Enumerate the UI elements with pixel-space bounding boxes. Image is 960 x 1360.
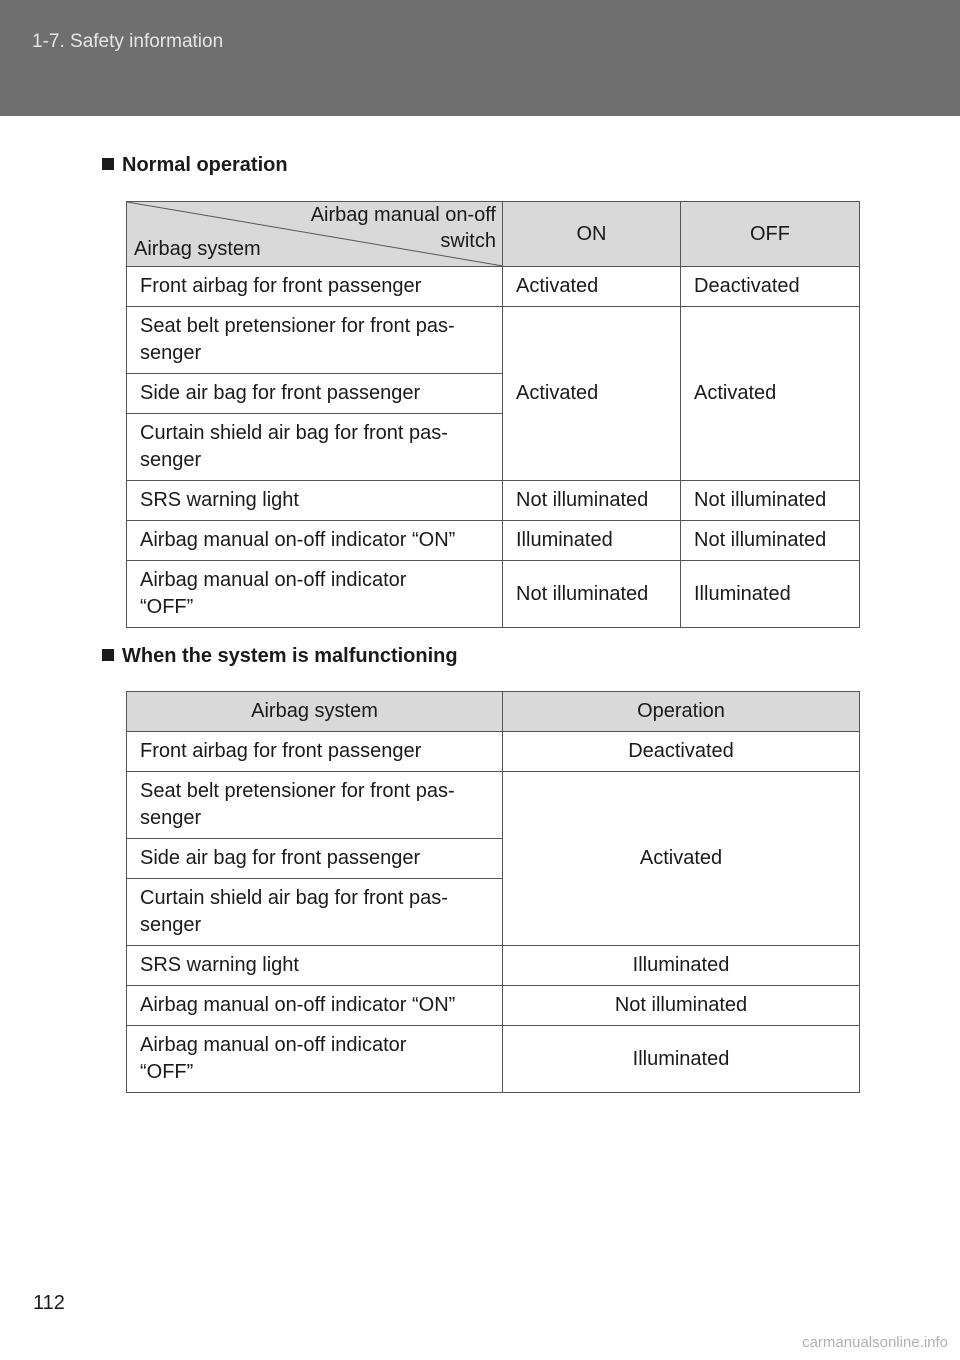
operation-value: Illuminated <box>503 946 860 986</box>
row-label: Front airbag for front passenger <box>127 732 503 772</box>
merged-operation-value: Activated <box>503 772 860 946</box>
normal-operation-heading-text: Normal operation <box>122 154 288 176</box>
on-value: Not illuminated <box>503 481 681 521</box>
page-number: 112 <box>33 1292 65 1314</box>
malfunction-heading <box>102 645 458 668</box>
merged-off-value: Activated <box>681 307 860 481</box>
row-label: Front airbag for front passenger <box>127 267 503 307</box>
row-label: SRS warning light <box>127 481 503 521</box>
row-label: Curtain shield air bag for front pas- senger <box>127 414 503 481</box>
on-value: Not illuminated <box>503 561 681 628</box>
row-label: Side air bag for front passenger <box>127 374 503 414</box>
operation-value: Illuminated <box>503 1026 860 1093</box>
off-value: Illuminated <box>681 561 860 628</box>
normal-operation-heading <box>102 154 288 177</box>
off-column-header: OFF <box>681 202 860 267</box>
normal-operation-table <box>126 201 860 628</box>
table-row <box>127 521 860 561</box>
table-row <box>127 946 860 986</box>
operation-value: Not illuminated <box>503 986 860 1026</box>
off-value: Not illuminated <box>681 481 860 521</box>
table-row <box>127 1026 860 1093</box>
row-label: SRS warning light <box>127 946 503 986</box>
row-label: Seat belt pretensioner for front pas- senger <box>127 307 503 374</box>
table-row <box>127 481 860 521</box>
row-label: Airbag manual on-off indicator “ON” <box>127 986 503 1026</box>
on-value: Activated <box>503 267 681 307</box>
merged-on-value: Activated <box>503 307 681 481</box>
operation-value: Deactivated <box>503 732 860 772</box>
operation-column-header: Operation <box>503 692 860 732</box>
table-row <box>127 307 860 374</box>
off-value: Deactivated <box>681 267 860 307</box>
section-title: 1-7. Safety information <box>32 31 224 52</box>
table-header-row <box>127 692 860 732</box>
row-label: Side air bag for front passenger <box>127 839 503 879</box>
table-row <box>127 986 860 1026</box>
airbag-system-row-label: Airbag system <box>134 238 261 260</box>
row-label: Curtain shield air bag for front pas- senger <box>127 879 503 946</box>
on-value: Illuminated <box>503 521 681 561</box>
row-label: Airbag manual on-off indicator “OFF” <box>127 1026 503 1093</box>
page-header <box>0 0 960 116</box>
off-value: Not illuminated <box>681 521 860 561</box>
malfunction-table <box>126 691 860 1093</box>
on-column-header: ON <box>503 202 681 267</box>
table-row <box>127 561 860 628</box>
square-bullet-icon <box>102 649 114 661</box>
airbag-system-column-header: Airbag system <box>127 692 503 732</box>
switch-column-label: Airbag manual on-off switch <box>310 204 496 252</box>
square-bullet-icon <box>102 158 114 170</box>
malfunction-heading-text: When the system is malfunctioning <box>122 645 458 667</box>
watermark: carmanualsonline.info <box>802 1334 948 1351</box>
row-label: Airbag manual on-off indicator “OFF” <box>127 561 503 628</box>
diagonal-header-cell <box>127 202 503 267</box>
table-header-row <box>127 202 860 267</box>
table-row <box>127 772 860 839</box>
table-row <box>127 267 860 307</box>
row-label: Airbag manual on-off indicator “ON” <box>127 521 503 561</box>
table-row <box>127 732 860 772</box>
row-label: Seat belt pretensioner for front pas- senger <box>127 772 503 839</box>
